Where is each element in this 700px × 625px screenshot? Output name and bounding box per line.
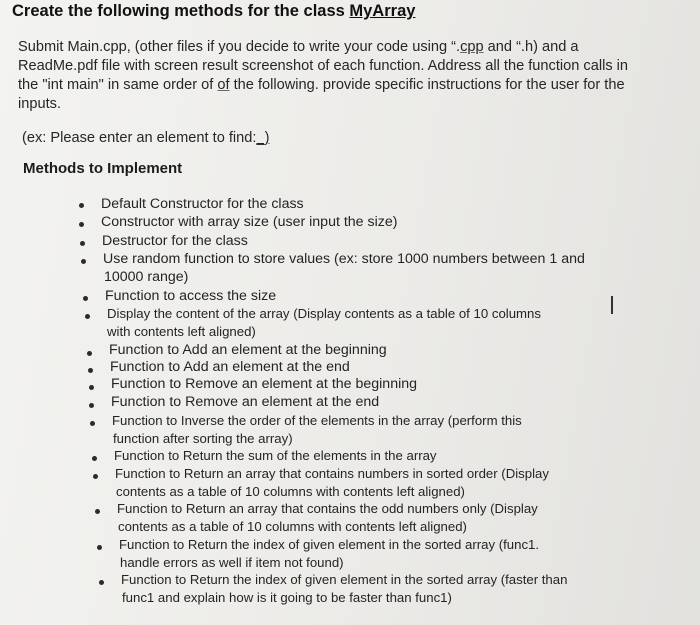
method-line: Display the content of the array (Display contents as a table of 10 columns [107,306,541,321]
method-line: function after sorting the array) [113,431,293,446]
method-line: contents as a table of 10 columns with contents left aligned) [116,484,465,499]
method-line: 10000 range) [104,269,189,285]
method-line: Function to Return an array that contains numbers in sorted order (Display [115,466,549,481]
method-line: Function to Return the index of given element in the sorted array (func1. [119,537,540,552]
method-line: Function to Add an element at the end [110,359,350,375]
page-title [12,2,415,21]
method-line: Function to Add an element at the beginning [109,342,387,358]
method-line: Function to Return the sum of the elements in the array [114,448,437,463]
example-prompt [22,130,269,146]
bullet [89,403,94,408]
title-prefix: Create the following methods for the class [12,2,350,20]
method-line: func1 and explain how is it going to be faster than func1) [122,590,452,605]
bullet [92,456,97,461]
method-line: handle errors as well if item not found) [120,555,344,570]
bullet [97,545,102,550]
submission-instructions [18,38,638,114]
bullet [89,385,94,390]
method-line: Function to Inverse the order of the elements in the array (perform this [112,413,522,428]
bullet [80,241,85,246]
method-line: contents as a table of 10 columns with contents left aligned) [118,519,467,534]
bullet [79,222,84,227]
intro-cpp-word: cpp [460,39,484,55]
bullet [83,296,88,301]
example-text: (ex: Please enter an element to find: [22,130,257,146]
bullet [95,509,100,514]
bullet [93,474,98,479]
title-class-name: MyArray [349,2,416,20]
bullet [81,259,86,264]
method-line: Function to Remove an element at the beginning [111,376,418,392]
method-line: Default Constructor for the class [101,196,304,212]
example-blank: _) [256,130,270,146]
method-line: Function to Return the index of given element in the sorted array (faster than [121,572,568,587]
bullet [87,351,92,356]
bullet [79,203,84,208]
intro-part-3: the following. provide specific instructions for the user for the inputs. [18,77,625,112]
method-line: Constructor with array size (user input the size) [101,214,398,230]
methods-heading: Methods to Implement [23,160,183,177]
bullet [88,368,93,373]
bullet [90,421,95,426]
bullet [99,580,104,585]
method-line: Function to Return an array that contains the odd numbers only (Display [117,501,538,516]
intro-part-2: and “.h) and a ReadMe.pdf file with screen result screenshot of each function. Address all the function calls in the "int main" in same order of [18,39,629,93]
intro-of-word: of [217,77,230,93]
method-line: Use random function to store values (ex: store 1000 numbers between 1 and [103,251,585,267]
text-cursor [611,296,613,314]
bullet [85,314,90,319]
method-line: Destructor for the class [102,233,248,249]
method-line: Function to Remove an element at the end [111,394,380,410]
method-line: Function to access the size [105,288,277,304]
intro-part-1: Submit Main.cpp, (other files if you decide to write your code using “. [18,39,461,55]
method-line: with contents left aligned) [107,324,256,339]
